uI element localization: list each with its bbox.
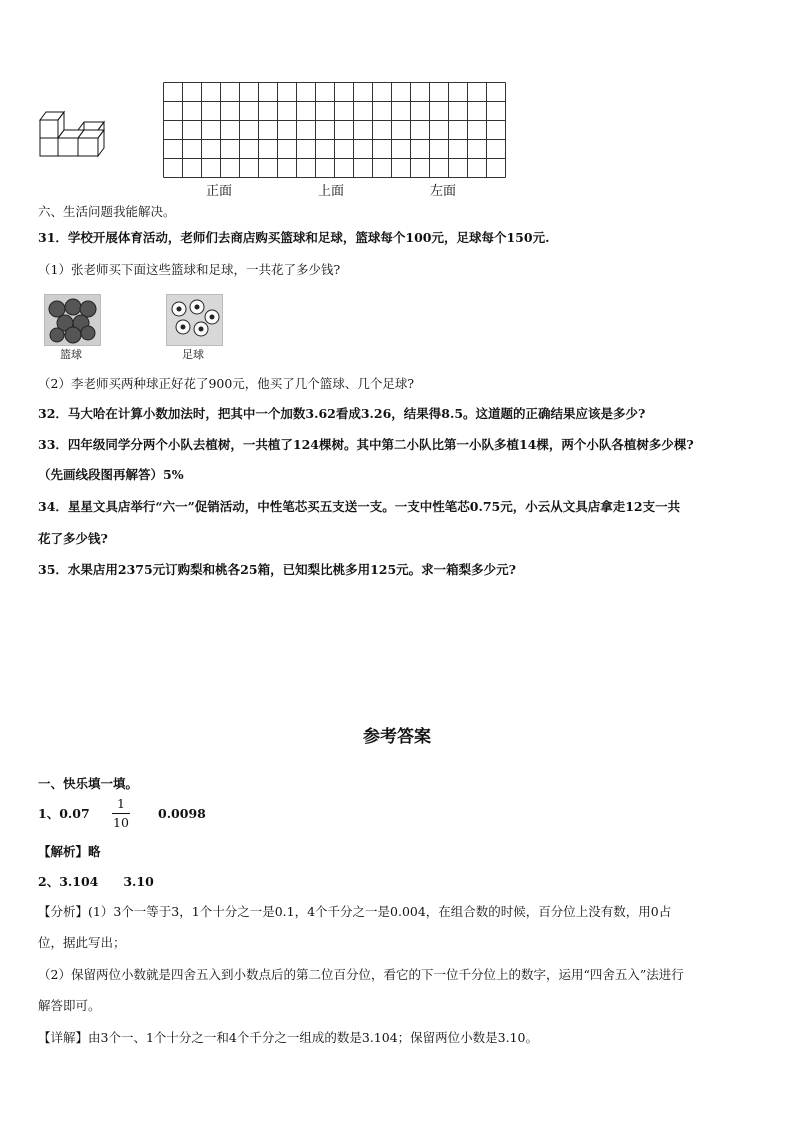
question-33-line-1: 33．四年级同学分两个小队去植树，一共植了124棵树。其中第二小队比第一小队多植14棵，两个小队各植树多少棵? bbox=[38, 437, 694, 452]
answer-1-analysis: 【解析】略 bbox=[38, 844, 101, 859]
answers-heading: 参考答案 bbox=[363, 727, 431, 747]
answer-2-analysis-line-3: （2）保留两位小数就是四舍五入到小数点后的第二位百分位，看它的下一位千分位上的数字，运用“四舍五入”法进行 bbox=[38, 967, 684, 982]
football-caption: 足球 bbox=[182, 348, 204, 361]
answer-2-analysis-line-1: 【分析】(1）3个一等于3，1个十分之一是0.1，4个千分之一是0.004，在组合数的时候，百分位上没有数，用0占 bbox=[38, 904, 672, 919]
drawing-grid bbox=[163, 82, 506, 178]
answer-1-fraction bbox=[112, 797, 130, 830]
grid-label-front: 正面 bbox=[206, 184, 233, 199]
football-photo bbox=[166, 294, 223, 346]
cube-stack-figure bbox=[38, 106, 118, 158]
grid-label-top: 上面 bbox=[318, 184, 345, 199]
section-6-title: 六、生活问题我能解决。 bbox=[38, 204, 176, 219]
question-31-part-1: （1）张老师买下面这些篮球和足球，一共花了多少钱? bbox=[38, 262, 341, 277]
answer-2: 2、3.104 3.10 bbox=[38, 874, 154, 889]
question-32: 32．马大哈在计算小数加法时，把其中一个加数3.62看成3.26，结果得8.5。这道题的正确结果应该是多少? bbox=[38, 406, 646, 421]
answer-2-detail: 【详解】由3个一、1个十分之一和4个千分之一组成的数是3.104；保留两位小数是3.10。 bbox=[38, 1030, 538, 1045]
answer-2-analysis-line-4: 解答即可。 bbox=[38, 998, 101, 1013]
answers-section-1-title: 一、快乐填一填。 bbox=[38, 776, 139, 791]
question-31-part-2: （2）李老师买两种球正好花了900元，他买了几个篮球、几个足球? bbox=[38, 376, 415, 391]
fraction-numerator: 1 bbox=[117, 796, 125, 811]
answer-1-suffix: 0.0098 bbox=[158, 806, 206, 821]
answer-2-analysis-line-2: 位，据此写出； bbox=[38, 935, 126, 950]
fraction-denominator: 10 bbox=[113, 815, 129, 830]
question-34-line-2: 花了多少钱? bbox=[38, 531, 108, 546]
fraction-bar bbox=[112, 813, 130, 814]
question-33-line-2: （先画线段图再解答）5% bbox=[38, 467, 184, 482]
basketball-photo bbox=[44, 294, 101, 346]
answer-1-prefix: 1、0.07 bbox=[38, 806, 90, 821]
question-35: 35．水果店用2375元订购梨和桃各25箱，已知梨比桃多用125元。求一箱梨多少元? bbox=[38, 562, 516, 577]
basketball-caption: 篮球 bbox=[60, 348, 82, 361]
question-34-line-1: 34．星星文具店举行“六一”促销活动，中性笔芯买五支送一支。一支中性笔芯0.75元，小云从文具店拿走12支一共 bbox=[38, 499, 681, 514]
grid-label-left: 左面 bbox=[430, 184, 457, 199]
question-31-stem: 31．学校开展体育活动，老师们去商店购买篮球和足球，篮球每个100元，足球每个150元. bbox=[38, 230, 550, 245]
